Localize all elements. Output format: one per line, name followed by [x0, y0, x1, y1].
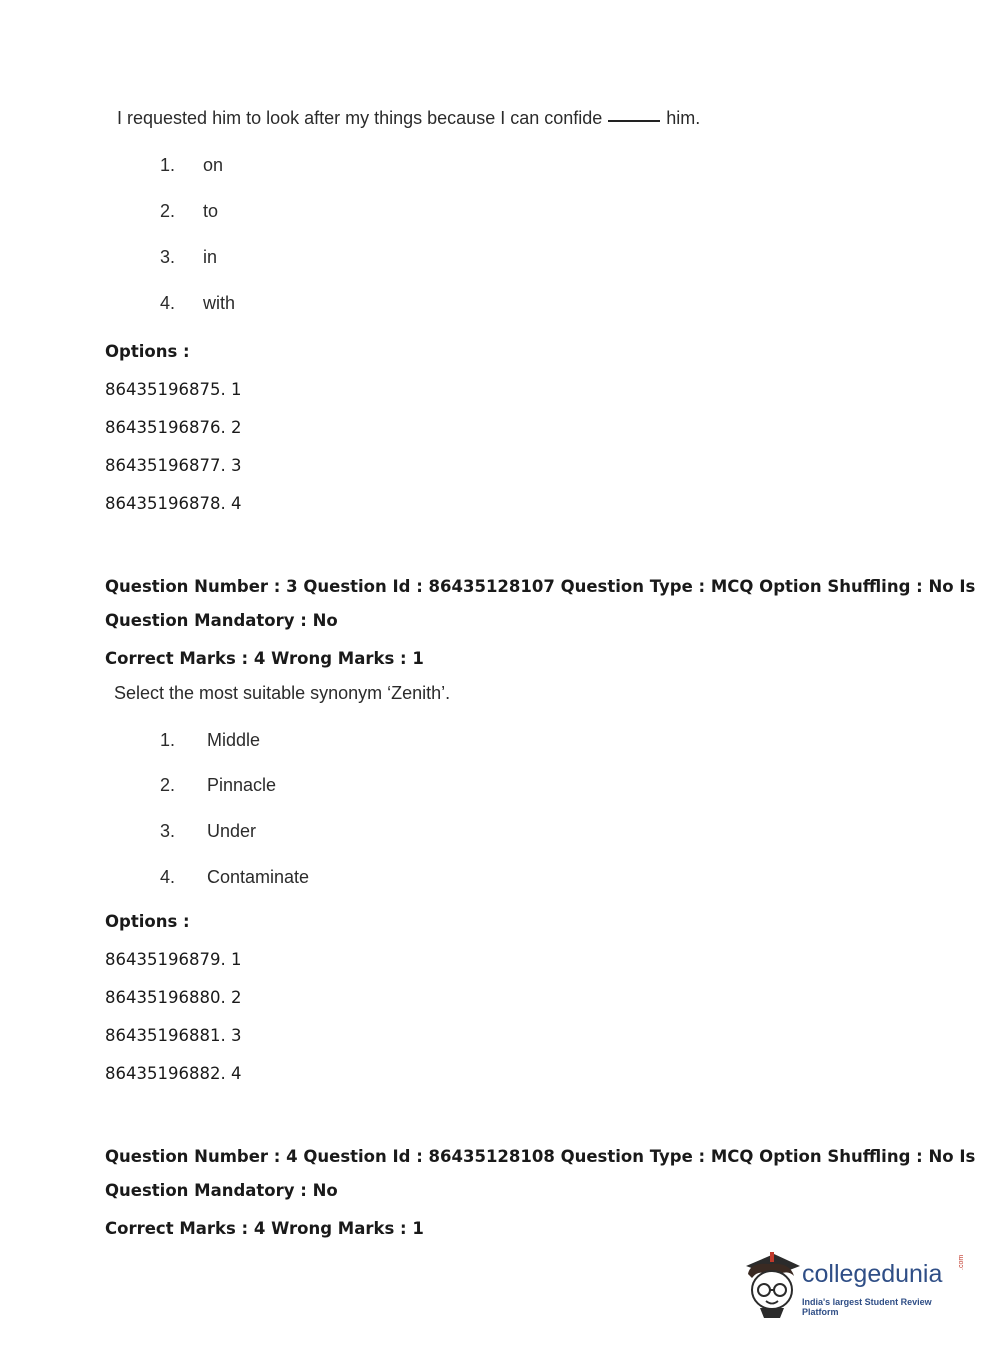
options-heading: Options : [105, 912, 190, 931]
option-item: 86435196877. 3 [105, 456, 242, 475]
logo-tagline: India's largest Student Review Platform [802, 1297, 932, 1317]
student-mascot-icon [740, 1248, 802, 1320]
option-item: 86435196879. 1 [105, 950, 242, 969]
choice-number: 3. [160, 247, 176, 267]
choice-number: 2. [160, 201, 176, 221]
choice-label: Contaminate [207, 867, 310, 887]
choice-label: Pinnacle [207, 775, 277, 795]
question-marks: Correct Marks : 4 Wrong Marks : 1 [105, 1219, 424, 1238]
option-item: 86435196878. 4 [105, 494, 242, 513]
question-text-part: I requested him to look after my things because I can confide [117, 108, 603, 128]
collegedunia-logo [740, 1248, 970, 1320]
question-3-text: Select the most suitable synonym ‘Zenith’. [114, 683, 451, 703]
question-header: Question Number : 3 Question Id : 86435128107 Question Type : MCQ Option Shuffling : No Is [105, 577, 976, 596]
option-item: 86435196875. 1 [105, 380, 242, 399]
choice-number: 2. [160, 775, 176, 795]
choice-label: Middle [207, 730, 261, 750]
choice-number: 4. [160, 293, 176, 313]
option-item: 86435196881. 3 [105, 1026, 242, 1045]
logo-com: .com [958, 1254, 965, 1270]
choice-number: 1. [160, 155, 176, 175]
option-item: 86435196882. 4 [105, 1064, 242, 1083]
option-item: 86435196876. 2 [105, 418, 242, 437]
question-header: Question Mandatory : No [105, 1181, 338, 1200]
choice-label: to [203, 201, 219, 221]
fill-blank [608, 120, 660, 122]
options-heading: Options : [105, 342, 190, 361]
logo-wordmark: collegedunia [802, 1260, 943, 1288]
choice-label: Under [207, 821, 257, 841]
question-header: Question Number : 4 Question Id : 86435128108 Question Type : MCQ Option Shuffling : No Is [105, 1147, 976, 1166]
choice-number: 4. [160, 867, 176, 887]
choice-label: with [203, 293, 236, 313]
question-header: Question Mandatory : No [105, 611, 338, 630]
question-marks: Correct Marks : 4 Wrong Marks : 1 [105, 649, 424, 668]
choice-number: 1. [160, 730, 176, 750]
question-text-part: him. [666, 108, 701, 128]
option-item: 86435196880. 2 [105, 988, 242, 1007]
choice-label: on [203, 155, 224, 175]
choice-label: in [203, 247, 218, 267]
question-2-text [117, 108, 700, 129]
choice-number: 3. [160, 821, 176, 841]
